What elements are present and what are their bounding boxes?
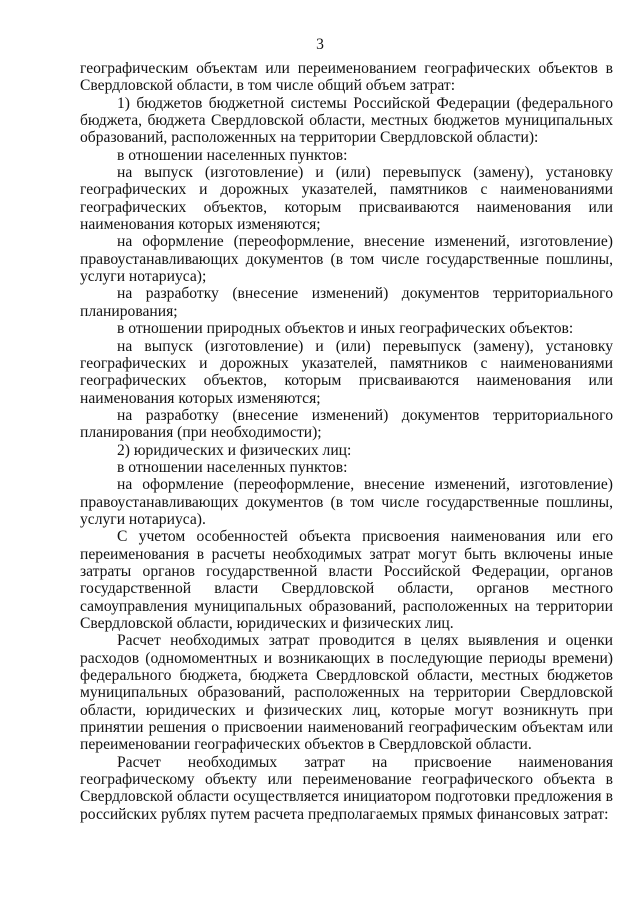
paragraph: на выпуск (изготовление) и (или) перевыпуск (замену), установку географических и дорожных указателей, памятников с наименованиями географических объектов, которым присваиваются наименования или наименования которых изменяются; [80, 164, 613, 234]
paragraph: на оформление (переоформление, внесение изменений, изготовление) правоустанавливающих документов (в том числе государственные пошлины, услуги нотариуса); [80, 233, 613, 286]
paragraph: на разработку (внесение изменений) документов территориального планирования; [80, 285, 613, 320]
paragraph: в отношении природных объектов и иных географических объектов: [117, 320, 574, 338]
paragraph: 2) юридических и физических лиц: [117, 441, 352, 459]
paragraph: на разработку (внесение изменений) документов территориального планирования (при необходимости); [80, 406, 613, 442]
paragraph: Расчет необходимых затрат проводится в целях выявления и оценки расходов (одномоментных и возникающих в последующие периоды времени) федерального бюджета, бюджета Свердловской области, местных бюджетов муниципальных образований, расположенных на территории Свердловской области, юридических и физических лиц, которые могут возникнуть при принятии решения о присвоении наименований географическим объектам или переименовании географических объектов в Свердловской области. [80, 632, 613, 754]
paragraph: 1) бюджетов бюджетной системы Российской Федерации (федерального бюджета, бюджета Свердловской области, местных бюджетов муниципальных образований, расположенных на территории Свердловской области): [80, 94, 613, 147]
paragraph: в отношении населенных пунктов: [117, 458, 348, 476]
document-body [80, 60, 613, 823]
paragraph: географическим объектам или переименованием географических объектов в Свердловской области, в том числе общий объем затрат: [80, 60, 613, 95]
paragraph: на оформление (переоформление, внесение изменений, изготовление) правоустанавливающих документов (в том числе государственные пошлины, услуги нотариуса). [80, 476, 613, 528]
paragraph: в отношении населенных пунктов: [117, 146, 348, 164]
paragraph: Расчет необходимых затрат на присвоение наименования географическому объекту или переименование географического объекта в Свердловской области осуществляется инициатором подготовки предложения в российских рублях путем расчета предполагаемых прямых финансовых затрат: [80, 753, 613, 823]
page-number: 3 [316, 36, 324, 53]
paragraph: С учетом особенностей объекта присвоения наименования или его переименования в расчеты необходимых затрат могут быть включены иные затраты органов государственной власти Российской Федерации, органов государственной власти Свердловской области, органов местного самоуправления муниципальных образований, расположенных на территории Свердловской области, юридических и физических лиц. [80, 528, 613, 632]
paragraph: на выпуск (изготовление) и (или) перевыпуск (замену), установку географических и дорожных указателей, памятников с наименованиями географических объектов, которым присваиваются наименования или наименования которых изменяются; [80, 337, 613, 407]
